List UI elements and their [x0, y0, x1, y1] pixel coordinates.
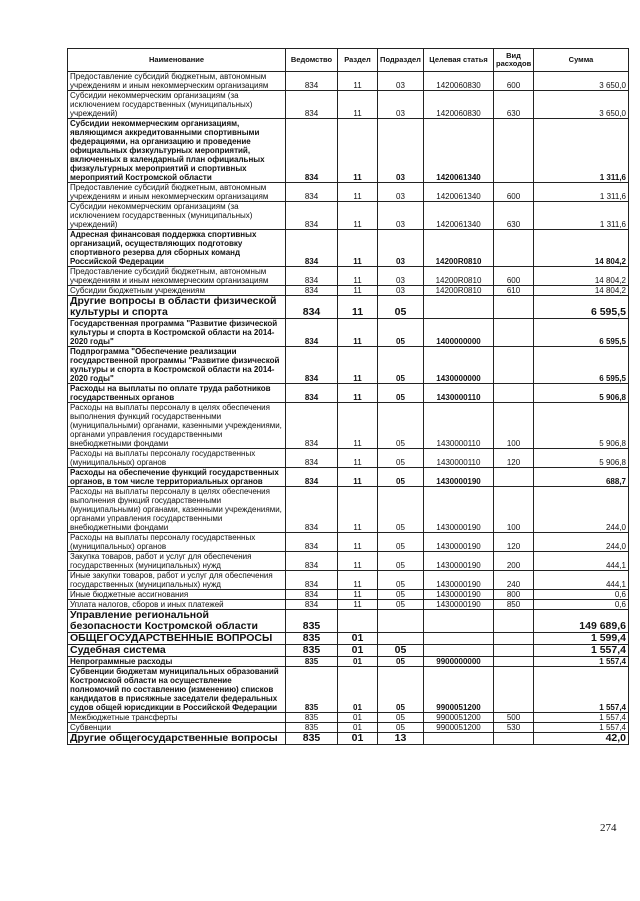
cell-name: Другие общегосударственные вопросы: [68, 733, 286, 745]
cell-kind: 610: [494, 286, 534, 296]
cell-dept: 835: [286, 713, 338, 723]
table-row: [68, 600, 629, 610]
cell-sum: 444,1: [534, 571, 629, 590]
cell-dept: 834: [286, 533, 338, 552]
cell-section: 11: [338, 296, 378, 319]
cell-kind: [494, 384, 534, 403]
cell-kind: [494, 657, 534, 667]
cell-target: 1430000190: [424, 590, 494, 600]
cell-target: [424, 296, 494, 319]
cell-subsection: 05: [378, 571, 424, 590]
cell-subsection: 05: [378, 600, 424, 610]
table-row: [68, 449, 629, 468]
cell-subsection: 05: [378, 533, 424, 552]
table-row: [68, 72, 629, 91]
cell-section: 01: [338, 713, 378, 723]
cell-section: 11: [338, 286, 378, 296]
cell-name: Субвенции: [68, 723, 286, 733]
cell-target: 1420061340: [424, 202, 494, 230]
cell-section: 11: [338, 347, 378, 384]
table-row: [68, 296, 629, 319]
cell-target: 1430000190: [424, 487, 494, 533]
cell-section: 11: [338, 533, 378, 552]
cell-sum: 5 906,8: [534, 384, 629, 403]
cell-kind: [494, 347, 534, 384]
cell-target: [424, 633, 494, 645]
cell-target: 1420060830: [424, 72, 494, 91]
cell-target: 1420061340: [424, 119, 494, 183]
cell-subsection: 03: [378, 267, 424, 286]
cell-sum: 1 557,4: [534, 667, 629, 713]
cell-sum: 1 557,4: [534, 713, 629, 723]
cell-name: Предоставление субсидий бюджетным, автономным учреждениям и иным некоммерческим организациям: [68, 72, 286, 91]
cell-subsection: [378, 633, 424, 645]
header-sum: Сумма: [534, 49, 629, 72]
cell-dept: 834: [286, 119, 338, 183]
cell-name: Расходы на выплаты персоналу государственных (муниципальных) органов: [68, 533, 286, 552]
cell-dept: 835: [286, 733, 338, 745]
cell-section: 11: [338, 487, 378, 533]
cell-subsection: 03: [378, 119, 424, 183]
table-row: [68, 733, 629, 745]
cell-subsection: 05: [378, 590, 424, 600]
cell-target: 1430000000: [424, 347, 494, 384]
cell-kind: 100: [494, 403, 534, 449]
cell-target: 14200R0810: [424, 267, 494, 286]
table-row: [68, 723, 629, 733]
cell-target: 1430000110: [424, 403, 494, 449]
cell-kind: 600: [494, 183, 534, 202]
cell-dept: 834: [286, 183, 338, 202]
cell-sum: 5 906,8: [534, 403, 629, 449]
header-target: Целевая статья: [424, 49, 494, 72]
cell-sum: 688,7: [534, 468, 629, 487]
table-row: [68, 319, 629, 347]
cell-name: Расходы на выплаты персоналу государственных (муниципальных) органов: [68, 449, 286, 468]
cell-dept: 834: [286, 571, 338, 590]
table-row: [68, 533, 629, 552]
cell-section: 11: [338, 468, 378, 487]
table-row: [68, 267, 629, 286]
cell-target: 9900000000: [424, 657, 494, 667]
cell-dept: 834: [286, 384, 338, 403]
cell-section: 11: [338, 202, 378, 230]
table-row: [68, 571, 629, 590]
table-row: [68, 645, 629, 657]
cell-name: Расходы на выплаты персоналу в целях обеспечения выполнения функций государственными (муниципальными) органами, казенными учреждениями, органами управления государственными внебюджетными фондами: [68, 487, 286, 533]
cell-name: Адресная финансовая поддержка спортивных организаций, осуществляющих подготовку спортивного резерва для сборных команд Российской Федерации: [68, 230, 286, 267]
cell-subsection: 05: [378, 449, 424, 468]
cell-section: 11: [338, 91, 378, 119]
cell-subsection: 13: [378, 733, 424, 745]
cell-sum: 1 557,4: [534, 723, 629, 733]
cell-kind: [494, 733, 534, 745]
page-number: 274: [600, 822, 617, 834]
cell-name: Управление региональной безопасности Костромской области: [68, 610, 286, 633]
table-row: [68, 286, 629, 296]
cell-subsection: 05: [378, 713, 424, 723]
cell-sum: 3 650,0: [534, 72, 629, 91]
cell-section: 01: [338, 657, 378, 667]
cell-target: [424, 645, 494, 657]
cell-target: 1430000190: [424, 571, 494, 590]
cell-subsection: [378, 610, 424, 633]
cell-name: Расходы на выплаты персоналу в целях обеспечения выполнения функций государственными (муниципальными) органами, казенными учреждениями, органами управления государственными внебюджетными фондами: [68, 403, 286, 449]
cell-dept: 834: [286, 449, 338, 468]
cell-subsection: 03: [378, 72, 424, 91]
cell-section: 11: [338, 384, 378, 403]
cell-name: Субсидии некоммерческим организациям (за исключением государственных (муниципальных) учреждений): [68, 202, 286, 230]
cell-kind: 600: [494, 267, 534, 286]
header-name: Наименование: [68, 49, 286, 72]
header-kind: Вид расходов: [494, 49, 534, 72]
cell-kind: [494, 610, 534, 633]
table-row: [68, 657, 629, 667]
cell-name: Субсидии некоммерческим организациям (за исключением государственных (муниципальных) учреждений): [68, 91, 286, 119]
table-row: [68, 633, 629, 645]
cell-section: 01: [338, 645, 378, 657]
cell-section: 11: [338, 267, 378, 286]
table-row: [68, 347, 629, 384]
cell-target: 1430000190: [424, 468, 494, 487]
budget-table: [67, 48, 629, 745]
table-row: [68, 119, 629, 183]
table-row: [68, 230, 629, 267]
cell-kind: 120: [494, 533, 534, 552]
cell-sum: 6 595,5: [534, 347, 629, 384]
cell-target: 14200R0810: [424, 230, 494, 267]
cell-sum: 1 311,6: [534, 119, 629, 183]
cell-subsection: 03: [378, 91, 424, 119]
cell-sum: 14 804,2: [534, 230, 629, 267]
cell-kind: [494, 667, 534, 713]
cell-sum: 1 557,4: [534, 645, 629, 657]
cell-target: 1420060830: [424, 91, 494, 119]
cell-section: 11: [338, 449, 378, 468]
cell-kind: 500: [494, 713, 534, 723]
cell-kind: [494, 319, 534, 347]
cell-target: 9900051200: [424, 713, 494, 723]
table-row: [68, 667, 629, 713]
cell-sum: 6 595,5: [534, 296, 629, 319]
cell-section: 11: [338, 590, 378, 600]
cell-dept: 834: [286, 319, 338, 347]
cell-kind: 200: [494, 552, 534, 571]
cell-kind: 100: [494, 487, 534, 533]
cell-target: 9900051200: [424, 667, 494, 713]
cell-target: 1420061340: [424, 183, 494, 202]
cell-dept: 834: [286, 403, 338, 449]
cell-sum: 444,1: [534, 552, 629, 571]
cell-kind: [494, 119, 534, 183]
cell-target: 1430000190: [424, 552, 494, 571]
cell-section: 01: [338, 633, 378, 645]
cell-sum: 1 311,6: [534, 183, 629, 202]
cell-dept: 834: [286, 468, 338, 487]
cell-dept: 834: [286, 552, 338, 571]
cell-subsection: 05: [378, 723, 424, 733]
cell-section: 11: [338, 72, 378, 91]
cell-name: Подпрограмма "Обеспечение реализации государственной программы "Развитие физической культуры и спорта в Костромской области на 2014-2020 годы": [68, 347, 286, 384]
cell-sum: 1 599,4: [534, 633, 629, 645]
cell-subsection: 05: [378, 384, 424, 403]
cell-sum: 14 804,2: [534, 267, 629, 286]
cell-section: [338, 610, 378, 633]
cell-kind: 240: [494, 571, 534, 590]
cell-name: Расходы на обеспечение функций государственных органов, в том числе территориальных органов: [68, 468, 286, 487]
cell-kind: 630: [494, 91, 534, 119]
cell-target: 1430000110: [424, 449, 494, 468]
table-body: [68, 72, 629, 745]
cell-sum: 244,0: [534, 533, 629, 552]
cell-target: 1430000190: [424, 600, 494, 610]
table-row: [68, 487, 629, 533]
cell-subsection: 05: [378, 645, 424, 657]
header-section: Раздел: [338, 49, 378, 72]
cell-name: Судебная система: [68, 645, 286, 657]
cell-dept: 834: [286, 347, 338, 384]
cell-target: 1400000000: [424, 319, 494, 347]
cell-section: 11: [338, 183, 378, 202]
table-row: [68, 91, 629, 119]
cell-kind: 530: [494, 723, 534, 733]
cell-name: Расходы на выплаты по оплате труда работников государственных органов: [68, 384, 286, 403]
table-row: [68, 202, 629, 230]
cell-section: 11: [338, 230, 378, 267]
cell-name: Уплата налогов, сборов и иных платежей: [68, 600, 286, 610]
cell-kind: [494, 468, 534, 487]
table-row: [68, 183, 629, 202]
cell-section: 11: [338, 552, 378, 571]
cell-sum: 3 650,0: [534, 91, 629, 119]
cell-subsection: 03: [378, 202, 424, 230]
cell-kind: [494, 645, 534, 657]
table-row: [68, 610, 629, 633]
cell-subsection: 03: [378, 183, 424, 202]
cell-kind: 600: [494, 72, 534, 91]
cell-target: 14200R0810: [424, 286, 494, 296]
cell-sum: 244,0: [534, 487, 629, 533]
cell-subsection: 03: [378, 286, 424, 296]
cell-subsection: 05: [378, 667, 424, 713]
cell-subsection: 05: [378, 403, 424, 449]
cell-section: 11: [338, 119, 378, 183]
cell-kind: 850: [494, 600, 534, 610]
cell-section: 01: [338, 733, 378, 745]
cell-dept: 834: [286, 600, 338, 610]
table-header: [68, 49, 629, 72]
cell-sum: 42,0: [534, 733, 629, 745]
cell-dept: 834: [286, 487, 338, 533]
cell-sum: 0,6: [534, 590, 629, 600]
cell-target: 1430000110: [424, 384, 494, 403]
cell-dept: 835: [286, 645, 338, 657]
cell-name: Предоставление субсидий бюджетным, автономным учреждениям и иным некоммерческим организациям: [68, 267, 286, 286]
cell-dept: 834: [286, 296, 338, 319]
cell-target: [424, 733, 494, 745]
cell-dept: 835: [286, 610, 338, 633]
cell-section: 11: [338, 600, 378, 610]
cell-section: 11: [338, 403, 378, 449]
table-row: [68, 384, 629, 403]
cell-subsection: 03: [378, 230, 424, 267]
cell-name: Субсидии некоммерческим организациям, являющимся аккредитованными спортивными федерациями, на организацию и проведение официальных физкультурных мероприятий, включенных в календарный план официальных физкультурных мероприятий и спортивных мероприятий Костромской области: [68, 119, 286, 183]
table-row: [68, 403, 629, 449]
cell-section: 11: [338, 319, 378, 347]
cell-subsection: 05: [378, 347, 424, 384]
header-dept: Ведомство: [286, 49, 338, 72]
cell-target: 9900051200: [424, 723, 494, 733]
cell-section: 11: [338, 571, 378, 590]
cell-name: Межбюджетные трансферты: [68, 713, 286, 723]
cell-name: Закупка товаров, работ и услуг для обеспечения государственных (муниципальных) нужд: [68, 552, 286, 571]
cell-sum: 1 557,4: [534, 657, 629, 667]
cell-dept: 835: [286, 723, 338, 733]
cell-subsection: 05: [378, 468, 424, 487]
cell-kind: [494, 633, 534, 645]
cell-subsection: 05: [378, 657, 424, 667]
cell-name: Непрограммные расходы: [68, 657, 286, 667]
cell-dept: 835: [286, 667, 338, 713]
cell-name: Субвенции бюджетам муниципальных образований Костромской области на осуществление полномочий по составлению (изменению) списков кандидатов в присяжные заседатели федеральных судов общей юрисдикции в Российской Федерации: [68, 667, 286, 713]
cell-sum: 0,6: [534, 600, 629, 610]
cell-section: 01: [338, 723, 378, 733]
cell-kind: 630: [494, 202, 534, 230]
cell-dept: 834: [286, 590, 338, 600]
cell-subsection: 05: [378, 487, 424, 533]
table-row: [68, 552, 629, 571]
table-row: [68, 468, 629, 487]
cell-name: Иные бюджетные ассигнования: [68, 590, 286, 600]
cell-sum: 1 311,6: [534, 202, 629, 230]
cell-dept: 834: [286, 267, 338, 286]
cell-sum: 14 804,2: [534, 286, 629, 296]
cell-dept: 834: [286, 286, 338, 296]
cell-dept: 834: [286, 202, 338, 230]
cell-dept: 835: [286, 657, 338, 667]
cell-name: Субсидии бюджетным учреждениям: [68, 286, 286, 296]
cell-sum: 6 595,5: [534, 319, 629, 347]
cell-name: Предоставление субсидий бюджетным, автономным учреждениям и иным некоммерческим организациям: [68, 183, 286, 202]
cell-subsection: 05: [378, 552, 424, 571]
cell-subsection: 05: [378, 319, 424, 347]
cell-name: Другие вопросы в области физической культуры и спорта: [68, 296, 286, 319]
cell-kind: [494, 296, 534, 319]
cell-target: 1430000190: [424, 533, 494, 552]
table-row: [68, 590, 629, 600]
cell-kind: 800: [494, 590, 534, 600]
cell-dept: 834: [286, 91, 338, 119]
cell-dept: 834: [286, 72, 338, 91]
cell-dept: 834: [286, 230, 338, 267]
cell-kind: 120: [494, 449, 534, 468]
cell-name: Государственная программа "Развитие физической культуры и спорта в Костромской области на 2014-2020 годы": [68, 319, 286, 347]
cell-sum: 149 689,6: [534, 610, 629, 633]
cell-dept: 835: [286, 633, 338, 645]
cell-section: 01: [338, 667, 378, 713]
cell-sum: 5 906,8: [534, 449, 629, 468]
cell-name: ОБЩЕГОСУДАРСТВЕННЫЕ ВОПРОСЫ: [68, 633, 286, 645]
cell-target: [424, 610, 494, 633]
header-subsection: Подраздел: [378, 49, 424, 72]
cell-subsection: 05: [378, 296, 424, 319]
cell-kind: [494, 230, 534, 267]
cell-name: Иные закупки товаров, работ и услуг для обеспечения государственных (муниципальных) нужд: [68, 571, 286, 590]
table-row: [68, 713, 629, 723]
